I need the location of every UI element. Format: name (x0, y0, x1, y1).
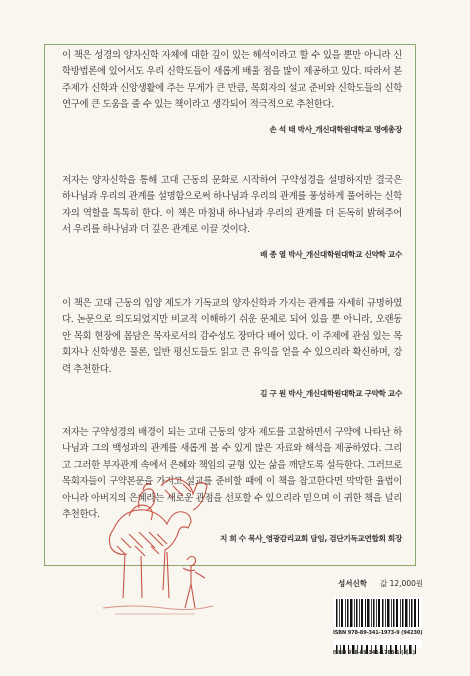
barcode-icon (334, 597, 422, 629)
camel-caravan-illustration (95, 468, 215, 623)
review-signature: 김 구 원 박사_개신대학원대학교 구약학 교수 (260, 389, 402, 399)
review-text: 저자는 양자신학을 통해 고대 근동의 문화로 시작하여 구약성경을 설명하지만 결국은 하나님과 우리의 관계를 설명함으로써 하나님과 우리의 관계를 풍성하게 풀어하는 신학자의 역할을 톡톡히 한다. 이 책은 마침내 하나님과 우리의 관계를 더 돈독히 밝혀주어서 우리를 하나님과 더 깊은 관계로 이끌 것이다. (62, 175, 402, 236)
review-block-2 (62, 173, 402, 260)
review-text: 이 책은 고대 근동의 입양 제도가 기독교의 양자신학과 가지는 관계를 자세히 규명하였다. 논문으로 의도되었지만 비교적 이해하기 쉬운 문체로 되어 있을 뿐 아니라, 오랜동안 목회 현장에 몸담은 목자로서의 감수성도 장마다 배어 있다. 이 주제에 관심 있는 목회자나 신학생은 물론, 일반 평신도들도 읽고 큰 유익을 얻을 수 있으리라 확신하며, 강력 추천한다. (62, 298, 402, 375)
book-category: 성서신학 (338, 579, 367, 588)
review-block-1 (62, 48, 402, 135)
isbn-main: ISBN 978-89-341-1973-9 (94230) (333, 630, 423, 636)
book-price: 값 12,000원 (380, 579, 424, 588)
barcode-set (334, 639, 422, 648)
review-signature: 배 종 열 박사_개신대학원대학교 신약학 교수 (260, 249, 402, 259)
barcode-main (334, 597, 422, 629)
review-text: 저자는 구약성경의 배경이 되는 고대 근동의 양자 제도를 고찰하면서 구약에 나타난 하나님과 그의 백성과의 관계를 새롭게 볼 수 있게 많은 자료와 해석을 제공하였다. 그리고 그러한 부자관계 속에서 은혜와 책임의 균형 있는 삶을 깨닫도록 설득한다. 그러므로 목회자들이 구약본문을 가지고 설교를 준비할 때에 이 책을 참고한다면 막막한 율법이 아니라 아버지의 은혜라는 새로운 관점을 선포할 수 있으리라 믿으며 이 귀한 책을 널리 추천한다. (62, 427, 402, 521)
review-signature: 지 희 수 목사_영광감리교회 담임, 검단기독교연합회 회장 (220, 534, 402, 544)
review-block-3 (62, 296, 402, 399)
review-signature: 손 석 태 박사_개신대학원대학교 명예총장 (269, 124, 402, 134)
review-text: 이 책은 성경의 양자신학 자체에 대한 깊이 있는 해석이라고 할 수 있을 뿐만 아니라 신학방법론에 있어서도 우리 신학도들이 새롭게 배울 점을 많이 제공하고 있다. 따라서 본 주제가 신학과 신앙생활에 주는 무게가 큰 만큼, 목회자의 설교 준비와 신학도들의 신학 연구에 큰 도움을 줄 수 있는 책이라고 생각되어 적극적으로 추천한다. (62, 50, 402, 111)
isbn-set: ISBN 978-89-341-1768-1 (세트) (333, 650, 415, 656)
